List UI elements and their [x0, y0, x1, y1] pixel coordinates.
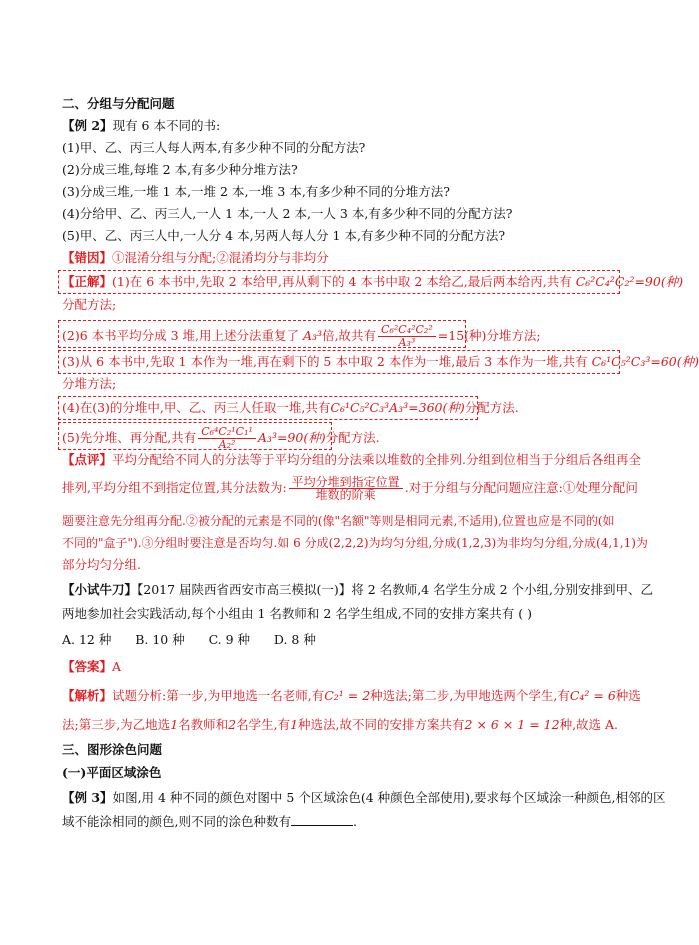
comment-line-2	[62, 475, 638, 502]
solution-2	[62, 324, 602, 349]
solution-3a	[62, 354, 699, 370]
example2-tag: 【例 2】	[62, 118, 113, 133]
option-b: B. 10 种	[135, 632, 185, 647]
analysis-num-1: 1	[170, 717, 179, 732]
analysis-line-1	[62, 688, 641, 704]
comment-fraction	[289, 476, 403, 501]
fraction-2-den: A₃³	[398, 336, 416, 349]
solution-3b: 分堆方法;	[62, 376, 117, 391]
comment-tag: 【点评】	[62, 452, 113, 467]
question-5: (5)甲、乙、丙三人中,一人分 4 本,另两人每人分 1 本,有多少种不同的分配方法?	[62, 228, 506, 243]
comment-text-1: 平均分配给不同人的分法等于平均分组的分法乘以堆数的全排列.分组到位相当于分组后各组再全	[112, 452, 641, 467]
analysis-num-3: 1	[290, 717, 299, 732]
example3-text-1: 如图,用 4 种不同的颜色对图中 5 个区域涂色(4 种颜色全部使用),要求每个区域涂一种颜色,相邻的区	[112, 790, 666, 805]
analysis-text-1b: 种选法;第二步,为甲地选两个学生,有	[370, 688, 570, 703]
analysis-text-1c: 种选	[615, 688, 641, 703]
analysis-line-2	[62, 717, 619, 733]
fraction-2-num: C₆²C₄²C₂²	[378, 324, 436, 337]
error-line	[62, 250, 602, 266]
section3-title: 三、图形涂色问题	[62, 742, 163, 757]
option-c: C. 9 种	[208, 632, 251, 647]
error-tag: 【错因】	[62, 250, 113, 265]
analysis-formula-2: C₄² = 6	[569, 688, 616, 703]
comment-fraction-num: 平均分堆到指定位置	[289, 476, 403, 489]
solution-tag: 【正解】	[62, 274, 113, 289]
answer-value: A	[112, 659, 122, 674]
analysis-formula-3: 2 × 6 × 1 = 12	[464, 717, 560, 732]
answer-tag: 【答案】	[62, 659, 113, 674]
practice-line-2: 两地参加社会实践活动,每个小组由 1 名教师和 2 名学生组成,不同的安排方案共有 ( )	[62, 606, 532, 621]
formula-4: C₆¹C₅²C₃³A₃³=360(种)	[330, 400, 465, 415]
solution-1-text: (1)在 6 本书中,先取 2 本给甲,再从剩下的 4 本书中取 2 本给乙,最后两本给丙,共有	[112, 274, 572, 289]
analysis-formula-1: C₂¹ = 2	[324, 688, 371, 703]
formula-2a: A₃³	[303, 328, 323, 343]
fraction-2	[378, 324, 436, 349]
comment-text-2b: .对于分组与分配问题应注意:①处理分配问	[404, 480, 638, 495]
solution-5	[62, 426, 602, 451]
section3-subtitle: (一)平面区域涂色	[62, 765, 162, 780]
practice-line-1	[62, 582, 653, 598]
question-2: (2)分成三堆,每堆 2 本,有多少种分堆方法?	[62, 162, 298, 177]
fraction-5	[198, 426, 256, 451]
practice-tag: 【小试牛刀】	[62, 582, 138, 597]
analysis-text-2c: 名学生,有	[236, 717, 291, 732]
comment-line-4: 不同的"盒子").③分组时要注意是否均匀.如 6 分成(2,2,2)为均匀分组,分成(1,2,3)为非均匀分组,分成(4,1,1)为	[62, 536, 648, 550]
solution-1b: 分配方法;	[62, 297, 117, 312]
fraction-5-den: A₂²	[218, 438, 236, 451]
example3-line-2	[62, 813, 602, 830]
question-3: (3)分成三堆,一堆 1 本,一堆 2 本,一堆 3 本,有多少种不同的分堆方法?	[62, 184, 451, 199]
comment-line-5: 部分均匀分组.	[62, 557, 141, 572]
solution-5-text-a: (5)先分堆、再分配,共有	[62, 430, 197, 445]
options-line	[62, 632, 602, 648]
answer-line	[62, 659, 602, 675]
section2-title: 二、分组与分配问题	[62, 96, 175, 111]
question-1: (1)甲、乙、丙三人每人两本,有多少种不同的分配方法?	[62, 140, 366, 155]
analysis-tag: 【解析】	[62, 688, 113, 703]
example3-text-2: 域不能涂相同的颜色,则不同的涂色种数有	[62, 814, 291, 829]
comment-line-3: 题要注意先分组再分配.②被分配的元素是不同的(像"名额"等则是相同元素,不适用),位置也应是不同的(如	[62, 514, 615, 528]
analysis-text-1a: 试题分析:第一步,为甲地选一名老师,有	[112, 688, 325, 703]
solution-2-text-c: =15(种)分堆方法;	[437, 328, 541, 343]
analysis-text-2e: 种,故选 A.	[559, 717, 619, 732]
practice-text-1: 【2017 届陕西省西安市高三模拟(一)】将 2 名教师,4 名学生分成 2 个小组,分别安排到甲、乙	[137, 582, 653, 597]
option-a: A. 12 种	[62, 632, 112, 647]
fraction-5-num: C₆⁴C₂¹C₁¹	[198, 426, 256, 439]
solution-2-text-a: (2)6 本书平均分成 3 堆,用上述分法重复了	[62, 328, 300, 343]
solution-4-text-a: (4)在(3)的分堆中,甲、乙、丙三人任取一堆,共有	[62, 400, 331, 415]
example3-line-1	[62, 790, 666, 806]
answer-blank	[291, 813, 353, 826]
option-d: D. 8 种	[273, 632, 316, 647]
solution-4	[62, 400, 602, 416]
solution-3-text: (3)从 6 本书中,先取 1 本作为一堆,再在剩下的 5 本中取 2 本作为一堆,最后 3 本作为一堆,共有	[62, 354, 588, 369]
analysis-text-2d: 种选法,故不同的安排方案共有	[298, 717, 465, 732]
analysis-text-2b: 名教师和	[178, 717, 229, 732]
question-4: (4)分给甲、乙、丙三人,一人 1 本,一人 2 本,一人 3 本,有多少种不同的分配方法?	[62, 206, 513, 221]
analysis-num-2: 2	[228, 717, 237, 732]
example3-tag: 【例 3】	[62, 790, 113, 805]
error-text: ①混淆分组与分配;②混淆均分与非均分	[112, 250, 329, 265]
example2-line	[62, 118, 602, 134]
example3-period: .	[352, 814, 357, 829]
comment-fraction-den: 堆数的阶乘	[315, 488, 376, 502]
example2-text: 现有 6 本不同的书:	[112, 118, 221, 133]
solution-5-text-b: 分配方法.	[325, 430, 380, 445]
comment-text-2a: 排列,平均分组不到指定位置,其分法数为:	[62, 480, 287, 495]
solution-1a	[62, 274, 684, 290]
solution-2-text-b: 倍,故共有	[322, 328, 377, 343]
formula-3: C₆¹C₅²C₃³=60(种)	[591, 354, 699, 369]
solution-4-text-b: 分配方法.	[464, 400, 519, 415]
formula-1: C₆²C₄²C₂²=90(种)	[575, 274, 684, 289]
analysis-text-2a: 法;第三步,为乙地选	[62, 717, 171, 732]
comment-line-1	[62, 452, 641, 468]
formula-5: A₃³=90(种)	[257, 430, 326, 445]
